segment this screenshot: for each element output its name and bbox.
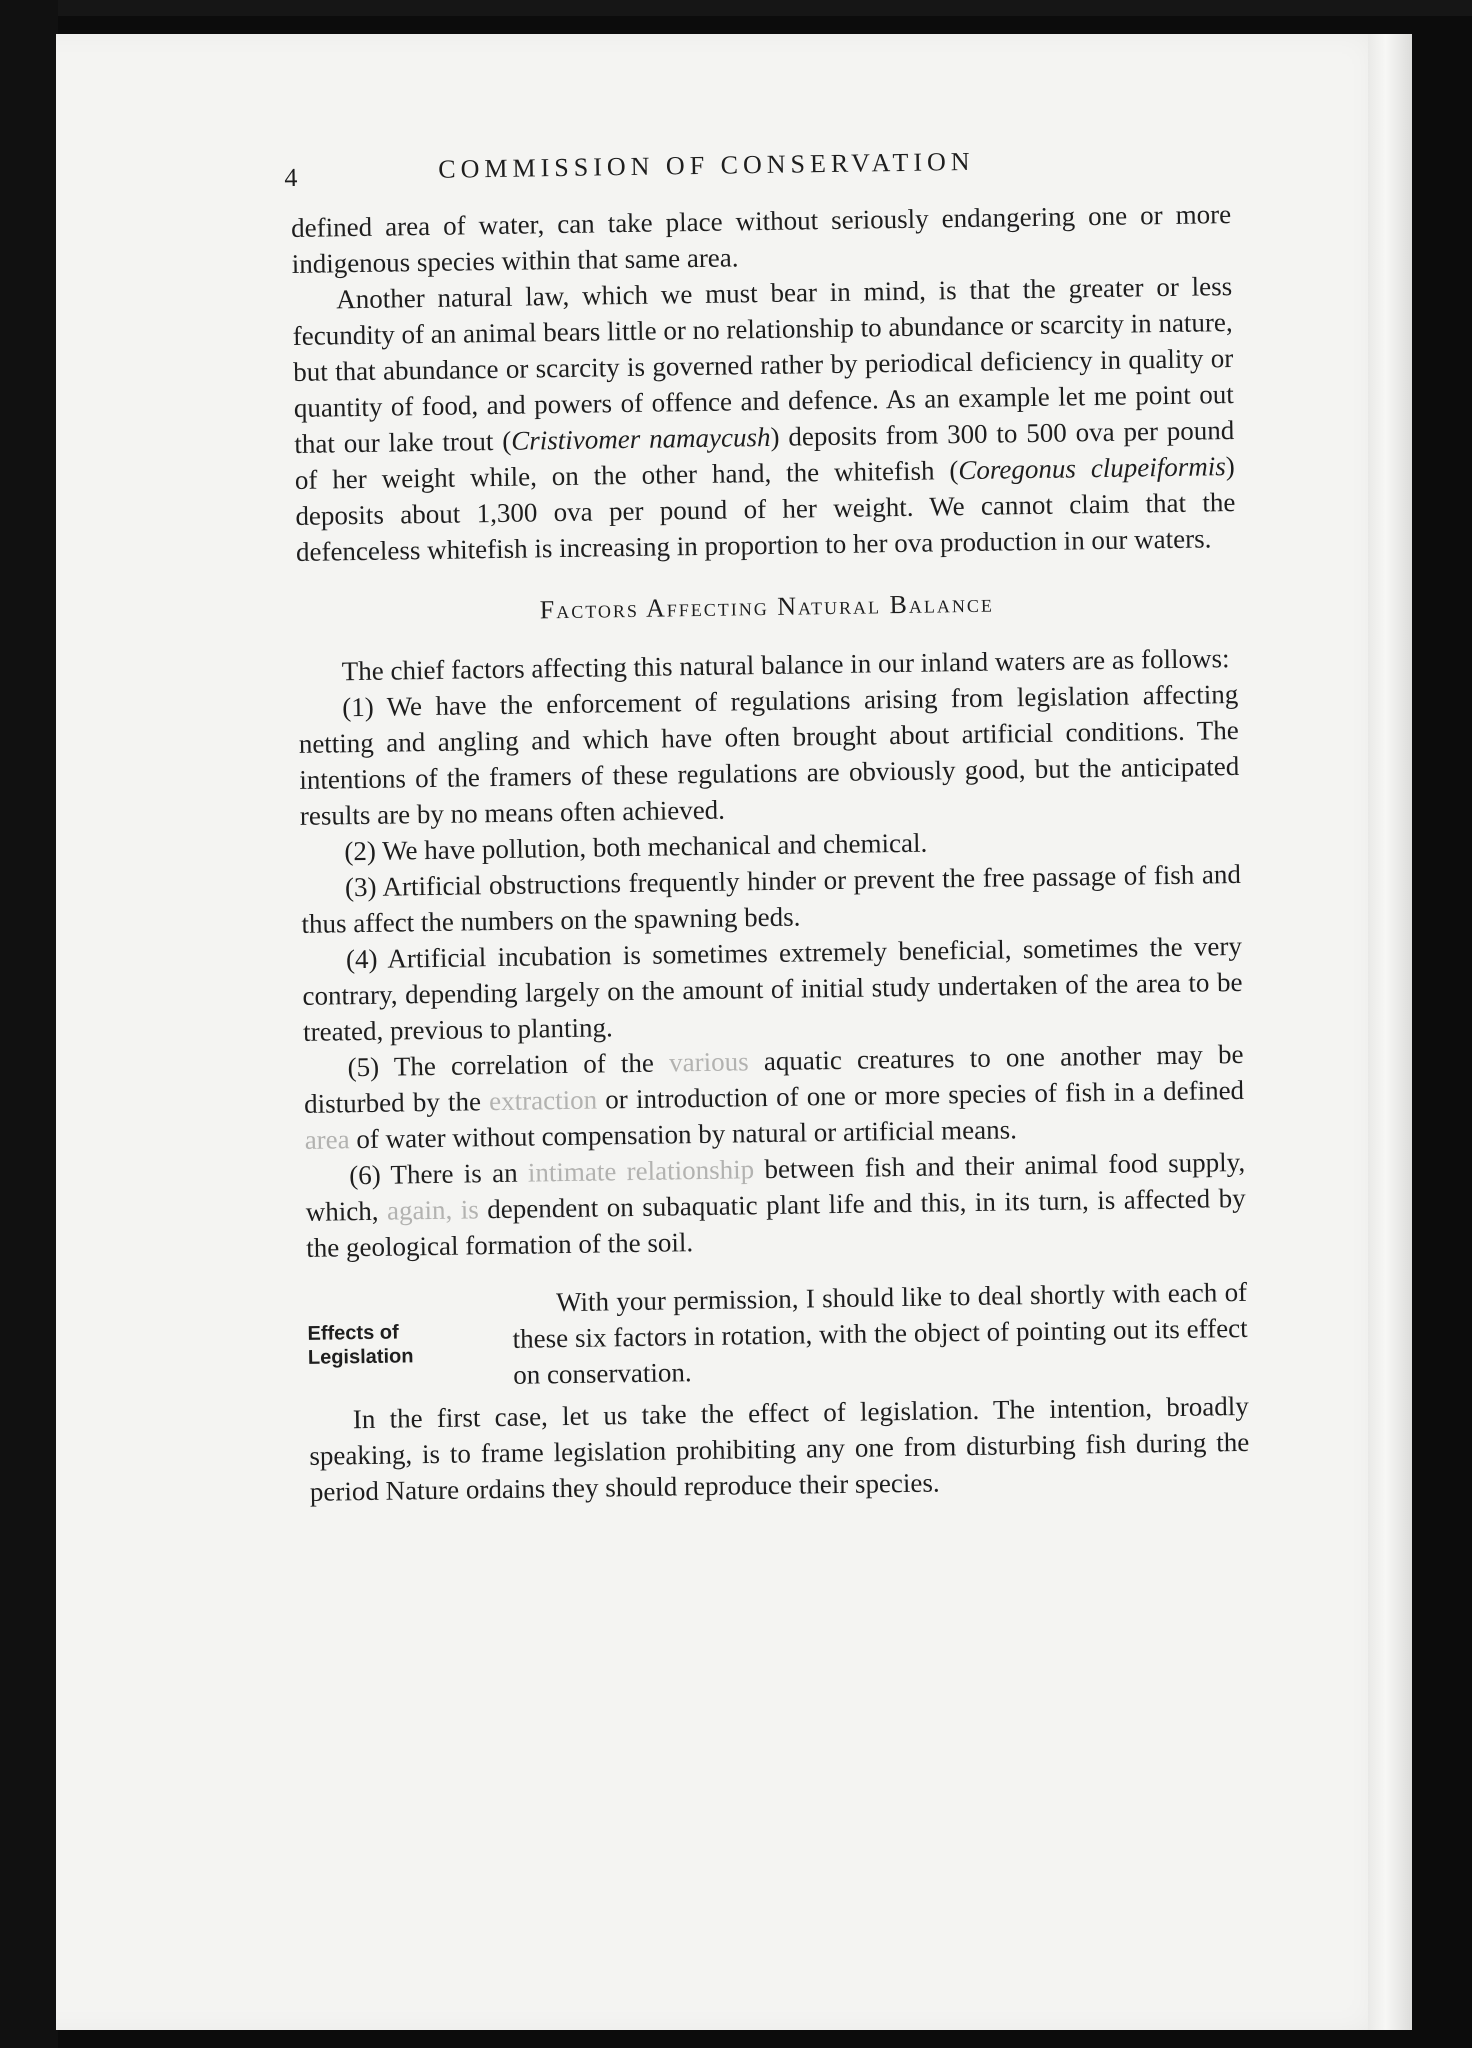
paragraph-text: Another natural law, which we must bear in mind, is that the greater or less fecundity of an animal bears little or no relationship to abundance or scarcity in nature, but that abundance or scarcity is governed rather by periodical deficiency in quality or quantity of food, and powers of offence and defence. As an example let me point out that our lake trout ( bbox=[292, 271, 1234, 459]
factor-text: We have pollution, both mechanical and chemical. bbox=[381, 827, 928, 866]
margin-note bbox=[307, 1319, 468, 1369]
factor-text: We have the enforcement of regulations arising from legislation affecting netting and angling and which have often brought about artificial conditions. The intentions of the framers of these regulations are obviously good, but the anticipated results are by no means often achieved. bbox=[298, 678, 1240, 831]
faded-text: again, is bbox=[386, 1194, 479, 1226]
factor-text: aquatic creatures to one another may be disturbed by the bbox=[303, 1038, 1244, 1119]
factor-number: (2) bbox=[344, 835, 377, 867]
factor-number: (5) bbox=[347, 1051, 380, 1083]
running-head: COMMISSION OF CONSERVATION bbox=[438, 146, 975, 184]
factor-text: dependent on subaquatic plant life and this, in its turn, is affected by the geological formation of the soil. bbox=[306, 1182, 1246, 1263]
factor-text: Artificial incubation is sometimes extremely beneficial, sometimes the very contrary, depending largely on the amount of initial study undertaken of the area to be treated, previous to planting. bbox=[302, 930, 1243, 1047]
page-edge-shadow bbox=[1368, 34, 1412, 2030]
factor-text: or introduction of one or more species of fish in a defined bbox=[596, 1074, 1245, 1115]
factor-text: Artificial obstructions frequently hinder or prevent the free passage of fish and thus affect the numbers on the spawning beds. bbox=[301, 858, 1242, 939]
factor-text: There is an bbox=[390, 1157, 529, 1190]
factor-item bbox=[301, 856, 1242, 942]
factor-text: of water without compensation by natural or artificial means. bbox=[349, 1114, 1018, 1155]
species-name-lake-trout: Cristivomer namaycush bbox=[510, 421, 771, 456]
faded-text: intimate relationship bbox=[527, 1154, 755, 1188]
faded-text: extraction bbox=[488, 1084, 598, 1117]
paragraph-continuation: defined area of water, can take place without seriously endangering one or more indigenous species within that same area. bbox=[290, 199, 1232, 279]
paragraph-text: ) deposits from 300 to 500 ova per pound of her weight while, on the other hand, the whitefish ( bbox=[294, 415, 1235, 495]
factor-item bbox=[305, 1144, 1246, 1266]
paragraph-legislation: In the first case, let us take the effect of legislation. The intention, broadly speaking, is to frame legislation prohibiting any one from disturbing fish during the period Nature ordains they should reproduce their species. bbox=[309, 1390, 1250, 1507]
factor-number: (6) bbox=[348, 1159, 381, 1191]
factor-item bbox=[298, 676, 1240, 834]
factor-item bbox=[303, 1036, 1244, 1158]
faded-text: various bbox=[668, 1046, 749, 1078]
factor-text: The correlation of the bbox=[393, 1047, 670, 1082]
species-name-whitefish: Coregonus clupeiformis bbox=[958, 451, 1227, 486]
paragraph-text: ) deposits about 1,300 ova per pound of her weight. We cannot claim that the defenceless whitefish is increasing in proportion to her ova production in our waters. bbox=[295, 451, 1236, 567]
factor-text: between fish and their animal food supply, which, bbox=[305, 1146, 1246, 1227]
factor-item bbox=[302, 928, 1243, 1050]
factor-number: (1) bbox=[342, 691, 374, 723]
legislation-block bbox=[307, 1274, 1248, 1396]
page-number: 4 bbox=[284, 162, 298, 193]
section-heading: Factors Affecting Natural Balance bbox=[539, 588, 995, 625]
page-text-block bbox=[284, 136, 1250, 1510]
paragraph-natural-law bbox=[292, 268, 1236, 570]
scan-left-border bbox=[0, 0, 58, 2048]
section-intro: The chief factors affecting this natural balance in our inland waters are as follows: bbox=[341, 643, 1230, 687]
factor-number: (4) bbox=[345, 943, 378, 975]
scan-top-border bbox=[0, 0, 1472, 16]
margin-note-line: Legislation bbox=[307, 1345, 414, 1369]
margin-note-line: Effects of bbox=[307, 1321, 399, 1345]
factor-number: (3) bbox=[344, 871, 377, 903]
paragraph-permission: With your permission, I should like to deal shortly with each of these six factors in rotation, with the object of pointing out its effect on conservation. bbox=[512, 1276, 1248, 1390]
faded-text: area bbox=[304, 1124, 350, 1155]
